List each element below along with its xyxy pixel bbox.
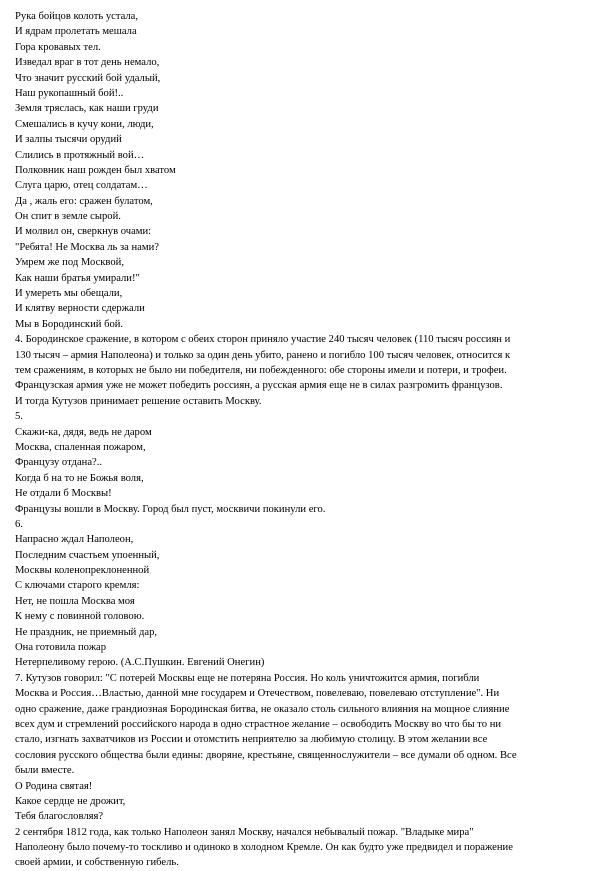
text-line: своей армии, и собственную гибель. xyxy=(15,857,179,869)
text-line: Когда б на то не Божья воля, xyxy=(15,472,144,484)
text-line: Да , жаль его: сражен булатом, xyxy=(15,195,153,207)
text-line: Скажи-ка, дядя, ведь не даром xyxy=(15,426,152,438)
text-line: И ядрам пролетать мешала xyxy=(15,26,137,38)
text-line: Французы вошли в Москву. Город был пуст, москвичи покинули его. xyxy=(15,503,326,515)
text-line: одно сражение, даже грандиозная Бородинская битва, не оказало столь сильного влияния на мощное слияние xyxy=(15,703,510,715)
text-line: И клятву верности сдержали xyxy=(15,303,145,315)
text-line: 6. xyxy=(15,518,23,530)
text-line: были вместе. xyxy=(15,765,75,777)
text-line: Изведал враг в тот день немало, xyxy=(15,57,160,69)
text-line: Нетерпеливому герою. (А.С.Пушкин. Евгений Онегин) xyxy=(15,657,265,669)
text-line: "Ребята! Не Москва ль за нами? xyxy=(15,241,159,253)
text-line: 5. xyxy=(15,411,23,423)
text-line: Смешались в кучу кони, люди, xyxy=(15,118,154,130)
text-line: О Родина святая! xyxy=(15,780,93,792)
text-line: Французская армия уже не может победить россиян, а русская армия еще не в силах разгромить французов. xyxy=(15,380,503,392)
text-line: Какое сердце не дрожит, xyxy=(15,795,126,807)
text-line: Москва, спаленная пожаром, xyxy=(15,441,146,453)
text-line: Что значит русский бой удалый, xyxy=(15,72,161,84)
text-line: 4. Бородинское сражение, в котором с обеих сторон приняло участие 240 тысяч человек (110 тысяч россиян и xyxy=(15,334,511,346)
text-line: Не отдали б Москвы! xyxy=(15,488,112,500)
text-line: Земля тряслась, как наши груди xyxy=(15,103,159,115)
text-line: сословия русского общества были едины: дворяне, крестьяне, священнослужители – все думали об одном. Все xyxy=(15,749,517,761)
text-line: Мы в Бородинский бой. xyxy=(15,318,124,330)
text-line: Гора кровавых тел. xyxy=(15,41,101,53)
text-line: Он спит в земле сырой. xyxy=(15,211,121,223)
text-line: Слуга царю, отец солдатам… xyxy=(15,180,148,192)
text-line: С ключами старого кремля: xyxy=(15,580,140,592)
text-line: Умрем же под Москвой, xyxy=(15,257,124,269)
text-line: И тогда Кутузов принимает решение оставить Москву. xyxy=(15,395,262,407)
text-line: всех дум и стремлений российского народа в одно страстное желание – освободить Москву во что бы то ни xyxy=(15,718,502,730)
text-line: Французу отдана?.. xyxy=(15,457,103,469)
text-line: И умереть мы обещали, xyxy=(15,288,123,300)
text-line: Тебя благословляя? xyxy=(15,811,104,823)
document-text xyxy=(15,9,583,871)
text-line: Москва и Россия…Властью, данной мне государем и Отечеством, повелеваю, повелеваю отступление". Ни xyxy=(15,688,500,700)
text-line: Полковник наш рожден был хватом xyxy=(15,164,176,176)
text-line: Москвы коленопреклоненной xyxy=(15,565,150,577)
text-line: Слились в протяжный вой… xyxy=(15,149,145,161)
text-line: 130 тысяч – армия Наполеона) и только за один день убито, ранено и погибло 100 тысяч человек, относится к xyxy=(15,349,511,361)
text-line: Она готовила пожар xyxy=(15,642,107,654)
text-line: Рука бойцов колоть устала, xyxy=(15,11,139,22)
text-line: Наш рукопашный бой!.. xyxy=(15,87,124,99)
text-line: Наполеону было почему-то тоскливо и одиноко в холодном Кремле. Он как будто уже предвидел и поражение xyxy=(15,842,513,854)
text-line: К нему с повинной головою. xyxy=(15,611,145,623)
text-line: стало, изгнать захватчиков из России и отомстить неприятелю за любимую столицу. В этом желании все xyxy=(15,734,488,746)
text-line: И залпы тысячи орудий xyxy=(15,134,122,146)
text-line: тем сражениям, в которых не было ни победителя, ни побежденного: обе стороны имели и потери, и трофеи. xyxy=(15,364,507,376)
text-line: Последним счастьем упоенный, xyxy=(15,549,160,561)
text-line: 2 сентября 1812 года, как только Наполеон занял Москву, начался небывалый пожар. "Владыке мира" xyxy=(15,826,474,838)
text-line: Напрасно ждал Наполеон, xyxy=(15,534,134,546)
text-line: Нет, не пошла Москва моя xyxy=(15,595,135,607)
text-line: Как наши братья умирали!" xyxy=(15,272,140,284)
text-line: Не праздник, не приемный дар, xyxy=(15,626,158,638)
text-line: 7. Кутузов говорил: "С потерей Москвы еще не потеряна Россия. Но коль уничтожится армия, погибли xyxy=(15,672,480,684)
text-line: И молвил он, сверкнув очами: xyxy=(15,226,152,238)
